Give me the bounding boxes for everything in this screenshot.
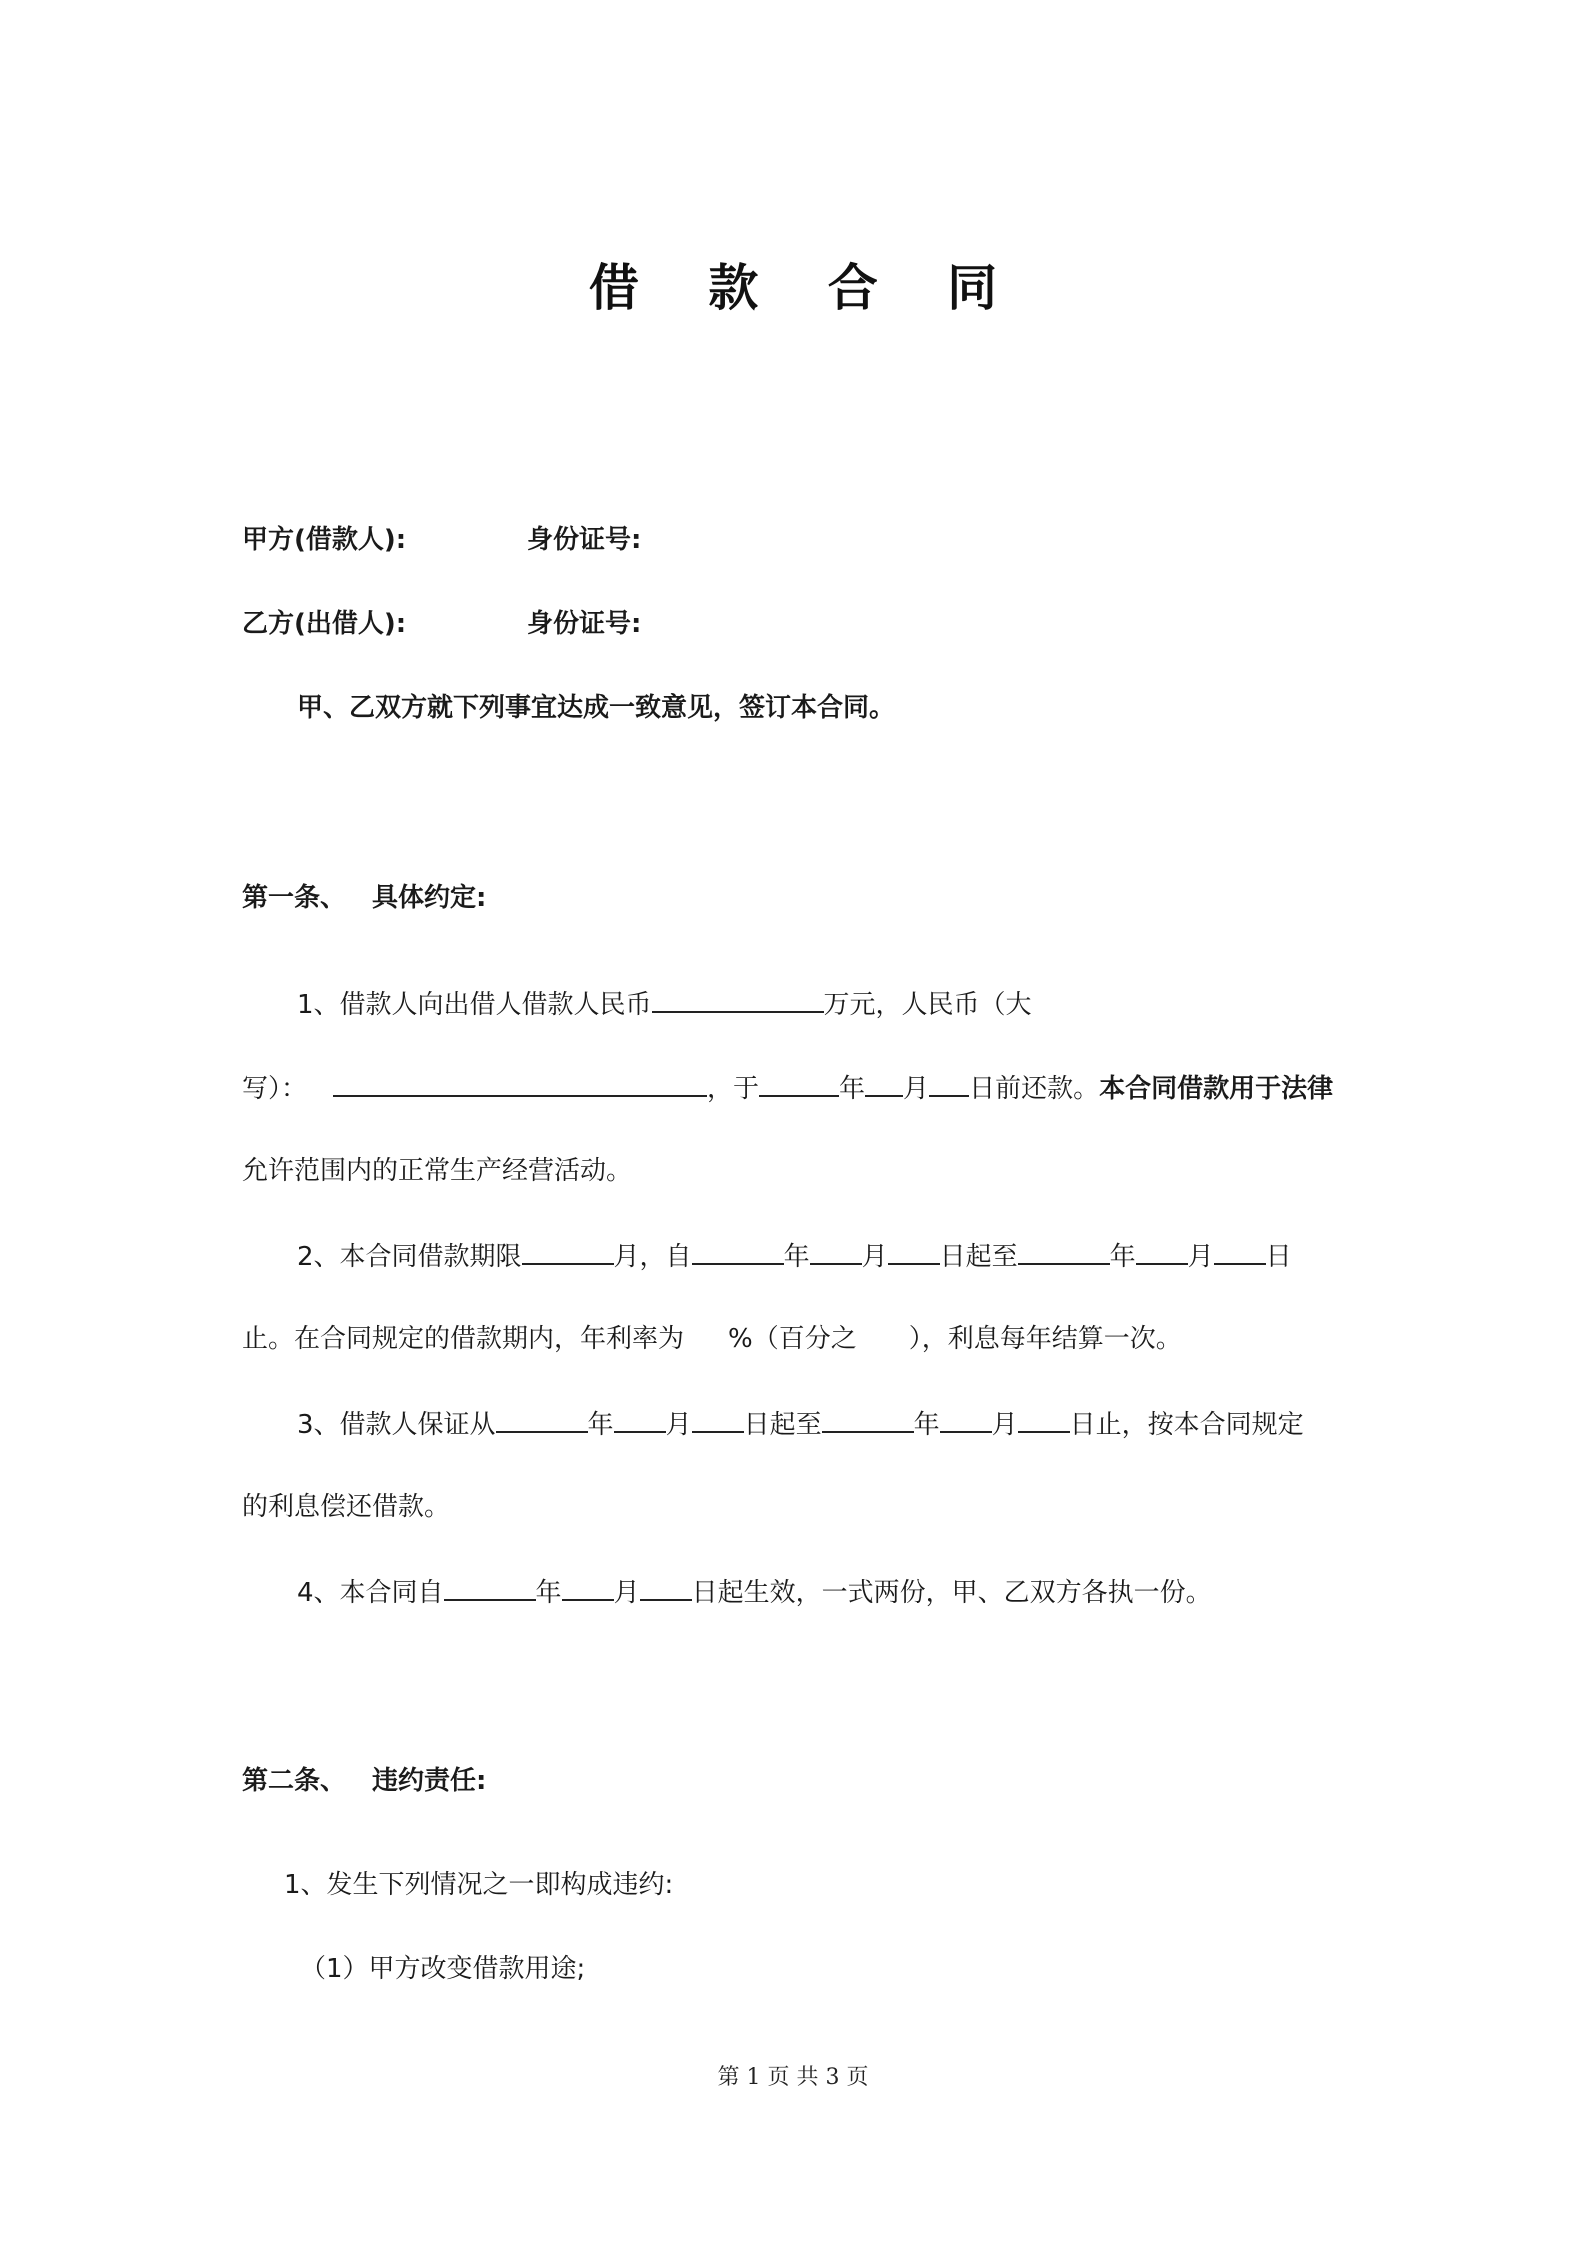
article-2-title: 违约责任: <box>372 1766 487 1796</box>
article-1-number: 第一条、 <box>242 883 347 913</box>
article-2-heading <box>242 1763 486 1799</box>
repay-year-blank <box>759 1069 839 1097</box>
start-year-blank <box>692 1237 784 1265</box>
party-a-label: 甲方(借款人): <box>242 525 407 555</box>
effective-month-blank <box>562 1573 614 1601</box>
article-2-number: 第二条、 <box>242 1766 347 1796</box>
intro-text: 甲、乙双方就下列事宜达成一致意见，签订本合同。 <box>297 693 896 723</box>
article-2-sub-item-1: （1）甲方改变借款用途; <box>300 1954 586 1984</box>
end-day-blank <box>1214 1237 1266 1265</box>
party-a-id-label: 身份证号: <box>527 525 642 555</box>
article-1-item-2-line-2: 止。在合同规定的借款期内，年利率为 %（百分之 ），利息每年结算一次。 <box>242 1324 1182 1354</box>
effective-year-blank <box>444 1573 536 1601</box>
pay-end-day-blank <box>1018 1405 1070 1433</box>
pay-start-month-blank <box>614 1405 666 1433</box>
pay-start-day-blank <box>692 1405 744 1433</box>
article-2-item-1: 1、发生下列情况之一即构成违约: <box>284 1870 674 1900</box>
term-months-blank <box>522 1237 614 1265</box>
start-month-blank <box>810 1237 862 1265</box>
article-1-heading <box>242 880 486 916</box>
pay-end-month-blank <box>940 1405 992 1433</box>
article-1-title: 具体约定: <box>372 883 487 913</box>
pay-start-year-blank <box>496 1405 588 1433</box>
document-title: 借 款 合 同 <box>588 259 1024 317</box>
page-number-footer: 第 1 页 共 3 页 <box>717 2065 869 2090</box>
article-1-item-1-line-1: 1、借款人向出借人借款人民币 万元，人民币（大 <box>297 985 1032 1023</box>
amount-in-words-blank <box>333 1069 707 1097</box>
article-1-item-3-line-1: 3、借款人保证从 年 月 日起至 年 月 日止，按本合同规定 <box>297 1405 1304 1443</box>
end-month-blank <box>1136 1237 1188 1265</box>
repay-day-blank <box>929 1069 969 1097</box>
article-1-item-3-line-2: 的利息偿还借款。 <box>242 1492 451 1522</box>
article-1-item-1-line-2: 写）： ，于 年 月 日前还款。本合同借款用于法律 <box>242 1069 1333 1107</box>
amount-blank <box>652 985 824 1013</box>
party-b-label: 乙方(出借人): <box>242 609 407 639</box>
start-day-blank <box>888 1237 940 1265</box>
end-year-blank <box>1018 1237 1110 1265</box>
repay-month-blank <box>865 1069 903 1097</box>
article-1-item-2-line-1: 2、本合同借款期限 月，自 年 月 日起至 年 月 日 <box>297 1237 1292 1275</box>
article-1-item-1-line-3: 允许范围内的正常生产经营活动。 <box>242 1156 633 1186</box>
effective-day-blank <box>640 1573 692 1601</box>
article-1-item-4: 4、本合同自 年 月 日起生效，一式两份，甲、乙双方各执一份。 <box>297 1573 1212 1611</box>
pay-end-year-blank <box>822 1405 914 1433</box>
party-b-id-label: 身份证号: <box>527 609 642 639</box>
